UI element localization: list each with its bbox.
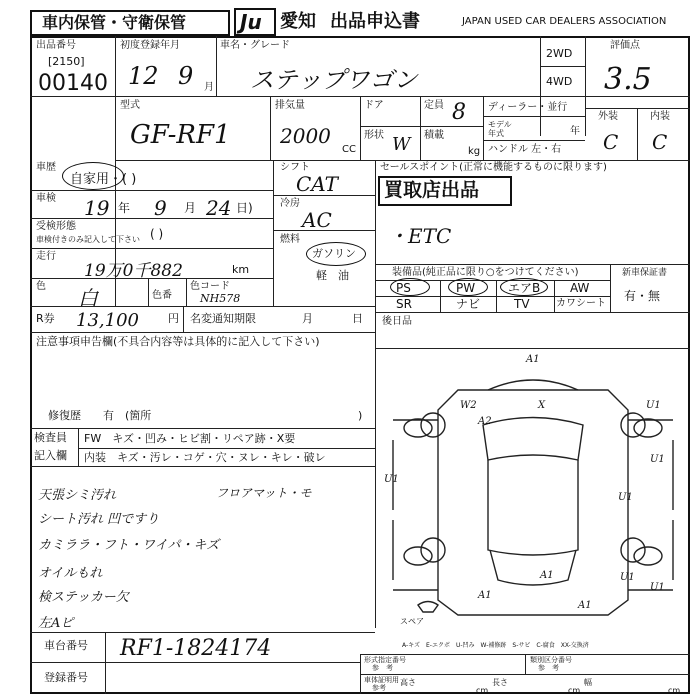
height-label: 高さ <box>400 678 416 687</box>
mileage-label: 走行 <box>36 251 56 262</box>
equipment-label: 装備品(純正品に限り○をつけてください) <box>392 267 579 278</box>
equip-aw: AW <box>570 281 590 295</box>
mark-10: U1 <box>650 582 665 593</box>
region-label: 愛知 <box>280 11 316 32</box>
equip-airbag: エアB <box>508 281 541 295</box>
chassis-label: 車台番号 <box>44 639 88 652</box>
drive-2wd: 2WD <box>546 47 573 60</box>
mark-2: A1 <box>540 570 554 581</box>
inspector-label1: 検査員 <box>34 431 67 444</box>
inspect-day: 24 <box>206 196 232 220</box>
int-value: C <box>652 130 668 154</box>
hw-line-1: 天張シミ汚れ <box>38 488 117 503</box>
hw-right: フロアマット・モ <box>216 486 312 500</box>
type-spec-ref: 参 考 <box>372 664 393 672</box>
recycle-yen: 円 <box>168 312 179 325</box>
mark-9: U1 <box>620 572 635 583</box>
equip-ps: PS <box>396 281 411 295</box>
ps-circle <box>390 278 430 296</box>
cert-label: 車体証明用 <box>364 676 399 684</box>
mileage-value: 19万0千882 <box>84 261 183 281</box>
hw-line-2: シート汚れ 凹ですり <box>38 512 160 527</box>
cert-ref: 参考 <box>372 684 386 692</box>
fuel-label: 燃料 <box>280 234 300 245</box>
color-value: 白 <box>78 286 98 310</box>
receipt-paren: ( ) <box>150 227 164 241</box>
inspect-month: 9 <box>154 196 167 220</box>
cc-unit: CC <box>342 144 356 155</box>
mark-5: U1 <box>646 400 661 411</box>
fuel-circle <box>306 242 366 266</box>
shape-label: 形状 <box>364 130 384 141</box>
shift-value: CAT <box>296 172 338 196</box>
inspector-int: 内装 キズ・汚レ・コゲ・穴・ヌレ・キレ・破レ <box>84 451 326 464</box>
reg-month: 9 <box>178 62 194 90</box>
model-label: 型式 <box>120 100 140 111</box>
history-value: 自家用・( ) <box>70 172 137 187</box>
inspect-year: 19 <box>84 196 110 220</box>
car-name: ステップワゴン <box>250 66 418 94</box>
recycle-amount: 13,100 <box>76 310 139 331</box>
reg-year: 12 <box>128 62 159 90</box>
color-label: 色 <box>36 281 46 292</box>
class-label: 類別区分番号 <box>530 656 572 664</box>
repair-close: ) <box>358 409 363 422</box>
recycle-label: R券 <box>36 312 55 325</box>
handle-label: ハンドル 左・右 <box>488 144 562 155</box>
history-circle <box>62 162 124 190</box>
hw-line-6: 左Aピ <box>38 616 74 631</box>
equip-pw: PW <box>456 281 476 295</box>
lot-bracket: [2150] <box>48 55 85 68</box>
disp-label: 排気量 <box>275 100 305 111</box>
ext-value: C <box>603 130 619 154</box>
color-no-label: 色番 <box>152 290 172 301</box>
kg-unit: kg <box>468 146 481 157</box>
inspector-label2: 記入欄 <box>34 449 67 462</box>
shape-value: W <box>392 134 411 155</box>
hw-line-5: 検ステッカー欠 <box>38 590 129 605</box>
mark-11: A1 <box>478 590 492 601</box>
sales-point: ・ETC <box>388 224 452 248</box>
score-label: 評価点 <box>610 40 640 51</box>
cm-2: cm <box>568 686 581 695</box>
cm-3: cm <box>668 686 681 695</box>
address-label: 名変通知期限 <box>190 312 256 325</box>
fuel-gas: ガソリン <box>312 247 356 260</box>
address-m: 月 <box>302 312 313 325</box>
receipt-label: 受検形態 <box>36 221 76 232</box>
inspector-fw: FW キズ・凹み・ヒビ割・リペア跡・X要 <box>84 432 296 445</box>
inspect-label: 車検 <box>36 193 56 204</box>
inspect-d: 日) <box>236 201 253 215</box>
form-title: 出品申込書 <box>330 11 420 32</box>
drive-4wd: 4WD <box>546 75 573 88</box>
later-label: 後日品 <box>382 316 412 327</box>
cm-1: cm <box>476 686 489 695</box>
hw-line-4: オイルもれ <box>38 566 103 581</box>
ac-label: 冷房 <box>280 198 300 209</box>
capacity-label: 定員 <box>424 100 444 111</box>
storage-label: 車内保管・守衛保管 <box>42 13 187 32</box>
inspect-m: 月 <box>184 201 197 215</box>
lot-number: 00140 <box>38 71 108 96</box>
lot-label: 出品番号 <box>36 40 76 51</box>
name-label: 車名・グレード <box>220 40 290 51</box>
chassis-value: RF1-1824174 <box>120 636 272 661</box>
mark-8: U1 <box>618 492 633 503</box>
equip-navi: ナビ <box>456 297 481 311</box>
mark-7: U1 <box>384 474 399 485</box>
mark-3: W2 <box>460 400 477 411</box>
equip-tv: TV <box>514 297 530 311</box>
class-ref: 参 考 <box>538 664 559 672</box>
history-label: 車歴 <box>36 162 56 173</box>
hw-line-3: カミララ・フト・ワイパ・キズ <box>38 538 220 553</box>
spare-label: スペア <box>400 617 424 626</box>
capacity-value: 8 <box>452 100 466 125</box>
car-diagram <box>378 350 688 640</box>
notes-label: 注意事項申告欄(不具合内容等は具体的に記入して下さい) <box>36 335 320 348</box>
length-label: 長さ <box>492 678 508 687</box>
mark-6: U1 <box>650 454 665 465</box>
diagram-legend: A-キズ E-エクボ U-凹み W-補修跡 S-サビ C-腐食 XX-交換済 <box>402 642 589 649</box>
dealer-label: ディーラー・並行 <box>488 102 568 113</box>
year-unit: 年 <box>570 126 580 137</box>
reg-label: 初度登録年月 <box>120 40 180 51</box>
new-warranty-label: 新車保証書 <box>622 268 668 278</box>
mark-4: A2 <box>478 416 492 427</box>
int-label: 内装 <box>650 111 670 122</box>
ju-logo: Ju <box>240 10 262 34</box>
model-year-label: モデル 年式 <box>488 120 512 138</box>
equip-seat: カワシート <box>556 298 606 309</box>
mark-1: X <box>538 400 546 411</box>
fuel-diesel: 軽 油 <box>316 269 349 282</box>
sales-label: セールスポイント(正常に機能するものに限ります) <box>380 162 607 173</box>
color-code-label: 色コード <box>190 281 230 292</box>
load-label: 積載 <box>424 130 444 141</box>
reg-number-label: 登録番号 <box>44 671 88 684</box>
ext-label: 外装 <box>598 111 618 122</box>
score-value: 3.5 <box>604 62 652 97</box>
inspect-y: 年 <box>118 201 131 215</box>
km-unit: km <box>232 263 250 276</box>
airbag-circle <box>500 278 548 296</box>
width-label: 幅 <box>584 678 592 687</box>
month-unit: 月 <box>204 82 214 93</box>
mark-0: A1 <box>526 354 540 365</box>
mark-12: A1 <box>578 600 592 611</box>
equip-sr: SR <box>396 297 412 311</box>
door-label: ドア <box>364 100 384 111</box>
address-d: 日 <box>352 312 363 325</box>
association-name: JAPAN USED CAR DEALERS ASSOCIATION <box>462 16 667 27</box>
color-code-value: NH578 <box>200 292 241 305</box>
pw-circle <box>448 278 488 296</box>
disp-value: 2000 <box>280 124 331 148</box>
shift-label: シフト <box>280 162 310 173</box>
type-spec-label: 形式指定番号 <box>364 656 406 664</box>
new-warranty-value: 有・無 <box>624 289 661 303</box>
model-value: GF-RF1 <box>130 120 231 150</box>
sales-badge: 買取店出品 <box>384 179 480 201</box>
ac-value: AC <box>302 208 332 232</box>
repair-label: 修復歴 有 (箇所 <box>48 409 152 422</box>
receipt-note: 車検付きのみ記入して下さい <box>36 235 140 244</box>
